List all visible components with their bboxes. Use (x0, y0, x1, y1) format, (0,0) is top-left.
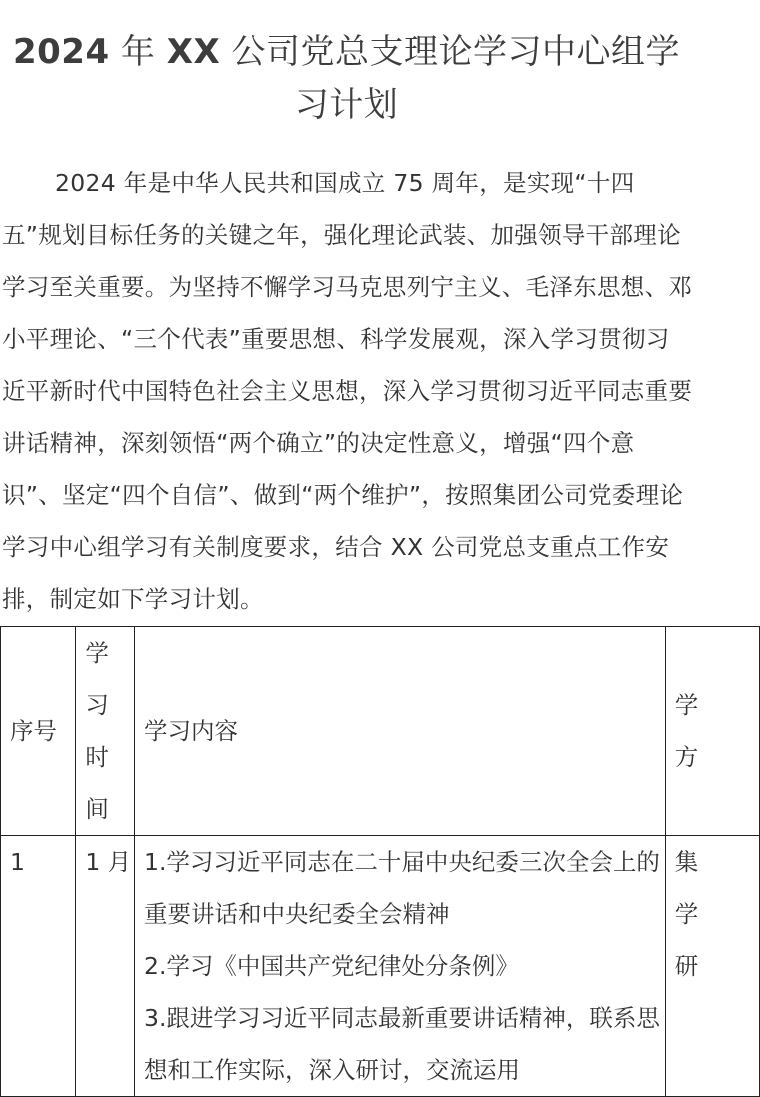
row-method-char: 集 (674, 848, 699, 876)
document-title (0, 26, 693, 132)
content-item: 1.学习习近平同志在二十届中央纪委三次全会上的重要讲话和中央纪委全会精神 (144, 848, 660, 928)
intro-paragraph: 2024 年是中华人民共和国成立 75 周年，是实现“十四五”规划目标任务的关键之年，强化理论武装、加强领导干部理论学习至关重要。为坚持不懈学习马克思列宁主义、毛泽东思想、邓小平理论、“三个代表”重要思想、科学发展观，深入学习贯彻习近平新时代中国特色社会主义思想，深入学习贯彻习近平同志重要讲话精神，深刻领悟“两个确立”的决定性意义，增强“四个意识”、坚定“四个自信”、做到“两个维护”，按照集团公司党委理论学习中心组学习有关制度要求，结合 XX 公司党总支重点工作安排，制定如下学习计划。 (2, 169, 693, 613)
row-method (665, 836, 759, 1097)
header-seq: 序号 (1, 627, 76, 836)
header-time-char: 习 (85, 691, 109, 719)
row-time: 1 月 (76, 836, 135, 1097)
study-plan-table (0, 626, 760, 1097)
header-time-char: 间 (85, 795, 109, 823)
header-time-char: 时 (85, 743, 109, 771)
content-item: 2.学习《中国共产党纪律处分条例》 (144, 952, 519, 980)
row-seq: 1 (1, 836, 76, 1097)
header-content: 学习内容 (135, 627, 666, 836)
title-company-code: XX (166, 32, 221, 72)
row-method-char: 研 (674, 952, 699, 980)
header-time (76, 627, 135, 836)
row-method-char: 学 (674, 900, 699, 928)
header-method-char: 方 (674, 743, 699, 771)
title-rest: 公司党总支理论学习中心组学习计划 (220, 32, 680, 125)
content-item: 3.跟进学习习近平同志最新重要讲话精神，联系思想和工作实际，深入研讨，交流运用 (144, 1004, 660, 1084)
title-year: 2024 (12, 32, 110, 72)
header-method-char: 学 (674, 691, 699, 719)
header-method (665, 627, 759, 836)
table-row (1, 836, 760, 1097)
title-year-suffix: 年 (109, 32, 167, 72)
header-time-char: 学 (85, 639, 109, 667)
table-header-row (1, 627, 760, 836)
row-content (135, 836, 666, 1097)
